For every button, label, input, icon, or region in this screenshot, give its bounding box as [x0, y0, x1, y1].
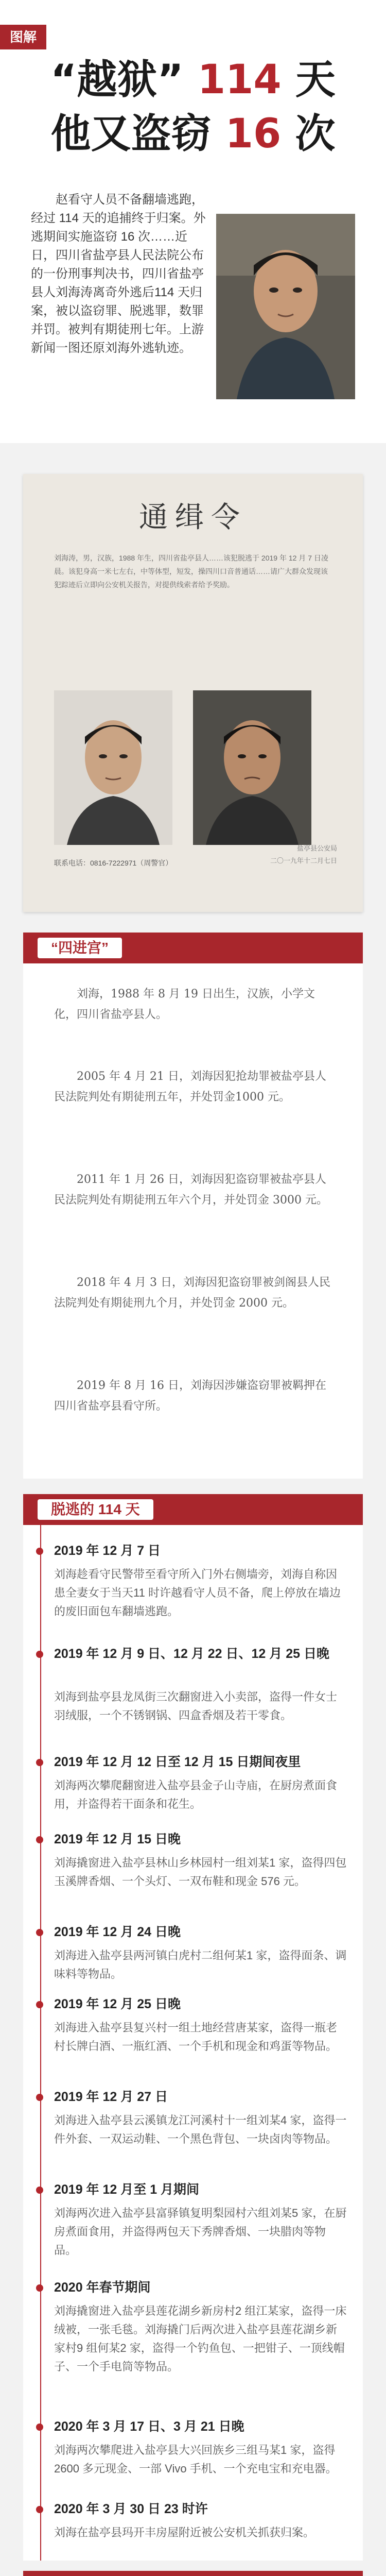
- suspect-photo-illustration: [216, 214, 355, 399]
- timeline-desc: 刘海两次攀爬翻窗进入盐亭县金子山寺庙，在厨房煮面食用，并盗得若干面条和花生。: [54, 1779, 338, 1810]
- timeline-desc: 刘海到盐亭县龙凤街三次翻窗进入小卖部，盗得一件女士羽绒服，一个不锈钢锅、四盒香烟及若干零食。: [54, 1690, 338, 1722]
- wanted-poster: [23, 474, 363, 912]
- timeline-desc: 刘海在盐亭县玛开丰房屋附近被公安机关抓获归案。: [54, 2526, 315, 2539]
- timeline-dot: [36, 2001, 43, 2008]
- timeline-dot: [36, 2424, 43, 2431]
- history-item: 刘海，1988 年 8 月 19 日出生，汉族，小学文化，四川省盐亭县人。: [54, 988, 315, 1021]
- headline-prefix: 他又盗窃: [50, 111, 212, 157]
- section-header-timeline: [23, 1494, 363, 1525]
- timeline-desc: 刘海两次攀爬进入盐亭县大兴回族乡三组马某1 家，盗得 2600 多元现金、一部 Vivo 手机、一个充电宝和充电器。: [54, 2444, 337, 2475]
- history-card: [23, 963, 363, 1479]
- timeline-dot: [36, 2284, 43, 2292]
- section-header-history: [23, 933, 363, 963]
- intro-section: [0, 185, 386, 443]
- timeline-desc: 刘海进入盐亭县复兴村一组土地经营唐某家，盗得一瓶老村长牌白酒、一瓶红酒、一个手机和现金和鸡蛋等物品。: [54, 2021, 338, 2053]
- timeline-card: [23, 1525, 363, 2561]
- timeline-date: 2019 年 12 月 24 日晚: [54, 1925, 181, 1939]
- timeline-dot: [36, 2506, 43, 2513]
- timeline-date: 2019 年 12 月 25 日晚: [54, 1997, 181, 2011]
- timeline-date: 2019 年 12 月 7 日: [54, 1544, 161, 1558]
- suspect-photo: [216, 214, 355, 399]
- poster-photo-right-illustration: [193, 690, 311, 845]
- timeline-date: 2019 年 12 月 27 日: [54, 2090, 168, 2104]
- poster-photo-right: [193, 690, 311, 845]
- section-title-history: “四进宫”: [38, 938, 122, 958]
- timeline-date: 2020 年 3 月 17 日、3 月 21 日晚: [54, 2419, 244, 2434]
- headline-line-2: [0, 108, 386, 160]
- timeline-dot: [36, 2187, 43, 2194]
- history-item: 2019 年 8 月 16 日，刘海因涉嫌盗窃罪被羁押在四川省盐亭县看守所。: [54, 1379, 326, 1413]
- headline-quote: “越狱”: [50, 57, 184, 103]
- poster-contact: 联系电话：0816-7222971（周警官）: [54, 859, 173, 867]
- history-item: 2011 年 1 月 26 日，刘海因犯盗窃罪被盐亭县人民法院判处有期徒刑五年六个月，并处罚金 3000 元。: [54, 1173, 328, 1207]
- timeline-dot: [36, 1836, 43, 1843]
- poster-text: 刘海涛，男，汉族，1988 年生，四川省盐亭县人……该犯脱逃于 2019 年 12 月 7 日凌晨。该犯身高一米七左右，中等体型，短发，操四川口音普通话……请广大群众发现该犯踪迹后立即向公安机关报告，对提供线索者给予奖励。: [54, 554, 328, 589]
- section-title-timeline: 脱逃的 114 天: [38, 1499, 153, 1520]
- poster-title: 通缉令: [139, 501, 247, 534]
- timeline-date: 2019 年 12 月至 1 月期间: [54, 2182, 200, 2197]
- timeline-date: 2019 年 12 月 12 日至 12 月 15 日期间夜里: [54, 1755, 301, 1769]
- headline-days-unit: 天: [295, 57, 336, 103]
- history-item: 2005 年 4 月 21 日，刘海因犯抢劫罪被盐亭县人民法院判处有期徒刑五年，并处罚金1000 元。: [54, 1070, 326, 1104]
- timeline-desc: 刘海趁看守民警带至看守所入门外右侧墙旁，刘海自称因患全妻女于当天11 时许越看守人员不备，爬上停放在墙边的废旧面包车翻墙逃跑。: [54, 1568, 341, 1618]
- timeline-dot: [36, 1929, 43, 1936]
- headline-count-number: 16: [225, 111, 282, 157]
- timeline-desc: 刘海撬窗进入盐亭县莲花湖乡新房村2 组江某家，盗得一床绒被，一张毛毯。刘海撬门后两次进入盐亭县莲花湖乡新家村9 组何某2 家，盗得一个钓鱼包、一把钳子、一顶线帽子、一个手电筒等物品。: [54, 2304, 347, 2373]
- section-header-sentence: [23, 2571, 363, 2576]
- timeline-date: 2019 年 12 月 9 日、12 月 22 日、12 月 25 日晚: [54, 1647, 329, 1661]
- header-banner: [0, 0, 386, 185]
- timeline-date: 2020 年春节期间: [54, 2280, 151, 2295]
- timeline-dot: [36, 1651, 43, 1658]
- timeline-desc: 刘海两次进入盐亭县富驿镇复明梨园村六组刘某5 家，在厨房煮面食用，并盗得两包天下秀牌香烟、一块腊肉等物品。: [54, 2207, 347, 2257]
- poster-issue-date: 二〇一九年十二月七日: [270, 857, 337, 865]
- timeline-date: 2019 年 12 月 15 日晚: [54, 1832, 181, 1846]
- history-item: 2018 年 4 月 3 日，刘海因犯盗窃罪被剑阁县人民法院判处有期徒刑九个月，并处罚金 2000 元。: [54, 1276, 330, 1310]
- timeline-dot: [36, 1759, 43, 1766]
- intro-paragraph: 赵看守人员不备翻墙逃跑，经过 114 天的追捕终于归案。外逃期间实施盗窃 16 次……近日，四川省盐亭县人民法院公布的一份刑事判决书，四川省盐亭县人刘海涛离奇外逃后114 天归案，被以盗窃罪、脱逃罪，数罪并罚。被判有期徒刑七年。上游新闻一图还原刘海外逃轨迹。: [31, 193, 206, 355]
- poster-photo-left-illustration: [54, 690, 172, 845]
- timeline-date: 2020 年 3 月 30 日 23 时许: [54, 2502, 208, 2516]
- timeline-desc: 刘海进入盐亭县云溪镇龙江河溪村十一组刘某4 家，盗得一件外套、一双运动鞋、一个黑色背包、一块卤肉等物品。: [54, 2114, 347, 2145]
- poster-issuer: 盐亭县公安局: [296, 844, 337, 852]
- category-tag: 图解: [0, 25, 46, 49]
- headline-line-1: [0, 54, 386, 106]
- timeline-axis: [40, 1525, 41, 2561]
- timeline-dot: [36, 2094, 43, 2101]
- timeline-desc: 刘海撬窗进入盐亭县林山乡林园村一组刘某1 家，盗得四包玉溪牌香烟、一个头灯、一双布鞋和现金 576 元。: [54, 1856, 347, 1888]
- headline-count-unit: 次: [295, 111, 336, 157]
- timeline-dot: [36, 1548, 43, 1555]
- poster-photo-left: [54, 690, 172, 845]
- timeline-desc: 刘海进入盐亭县两河镇白虎村二组何某1 家，盗得面条、调味料等物品。: [54, 1949, 347, 1980]
- poster-signature: [270, 842, 337, 867]
- headline-days-number: 114: [197, 57, 282, 103]
